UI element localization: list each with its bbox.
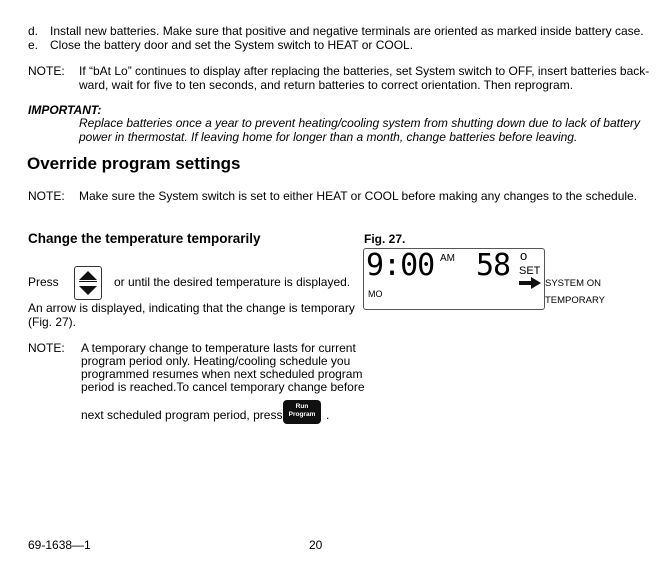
temporary-arrow-icon [518,276,542,290]
divider [79,281,97,282]
important-label: IMPORTANT: [28,103,102,117]
figure-label: Fig. 27. [364,232,406,246]
degree-symbol: o [520,248,528,263]
run-program-button[interactable] [283,400,321,424]
note-label: NOTE: [28,189,65,203]
step-e-letter: e. [28,38,39,52]
arrow-description: (Fig. 27). [28,315,77,329]
up-down-button[interactable] [74,266,102,300]
note-text-line: ward, wait for five to ten seconds, and return batteries to correct orientation. Then reprogram. [79,78,574,92]
am-pm-indicator: AM [440,253,455,264]
up-arrow-icon [79,271,97,280]
time-readout: 9:00 [366,248,435,283]
sentence-period: . [326,408,330,422]
down-arrow-icon [79,286,97,295]
note-text-line: next scheduled program period, press [81,408,283,422]
step-e-text: Close the battery door and set the System switch to HEAT or COOL. [50,38,414,52]
important-text-line: power in thermostat. If leaving home for longer than a month, change batteries before leaving. [79,130,578,144]
section-title: Override program settings [27,154,241,173]
note-text-line: If “bAt Lo” continues to display after replacing the batteries, set System switch to OFF, insert batteries back- [79,64,650,78]
day-indicator: MO [368,289,383,299]
note-text-line: period is reached.To cancel temporary change before [81,380,365,394]
document-number: 69-1638—1 [28,538,91,552]
press-text: Press [28,275,59,289]
note-text: Make sure the System switch is set to either HEAT or COOL before making any changes to the schedule. [79,189,638,203]
note-label: NOTE: [28,64,65,78]
temperature-readout: 58 [476,248,511,283]
note-label: NOTE: [28,341,65,355]
note-text-line: programmed resumes when next scheduled program [81,367,363,381]
step-d-letter: d. [28,24,39,38]
run-program-label: Program [288,411,316,418]
run-program-label: Run [295,403,309,410]
note-text-line: program period only. Heating/cooling schedule you [81,354,351,368]
subsection-title: Change the temperature temporarily [28,231,261,246]
note-text-line: A temporary change to temperature lasts for current [81,341,356,355]
step-d-text: Install new batteries. Make sure that positive and negative terminals are oriented as marked inside battery case. [50,24,644,38]
system-on-label: SYSTEM ON [545,278,601,289]
press-instruction: or until the desired temperature is displayed. [114,275,351,289]
important-text-line: Replace batteries once a year to prevent heating/cooling system from shutting down due to lack of battery [79,116,640,130]
arrow-description: An arrow is displayed, indicating that the change is temporary [28,301,355,315]
set-indicator: SET [519,265,541,277]
page-number: 20 [309,538,323,552]
temporary-label: TEMPORARY [545,295,606,306]
